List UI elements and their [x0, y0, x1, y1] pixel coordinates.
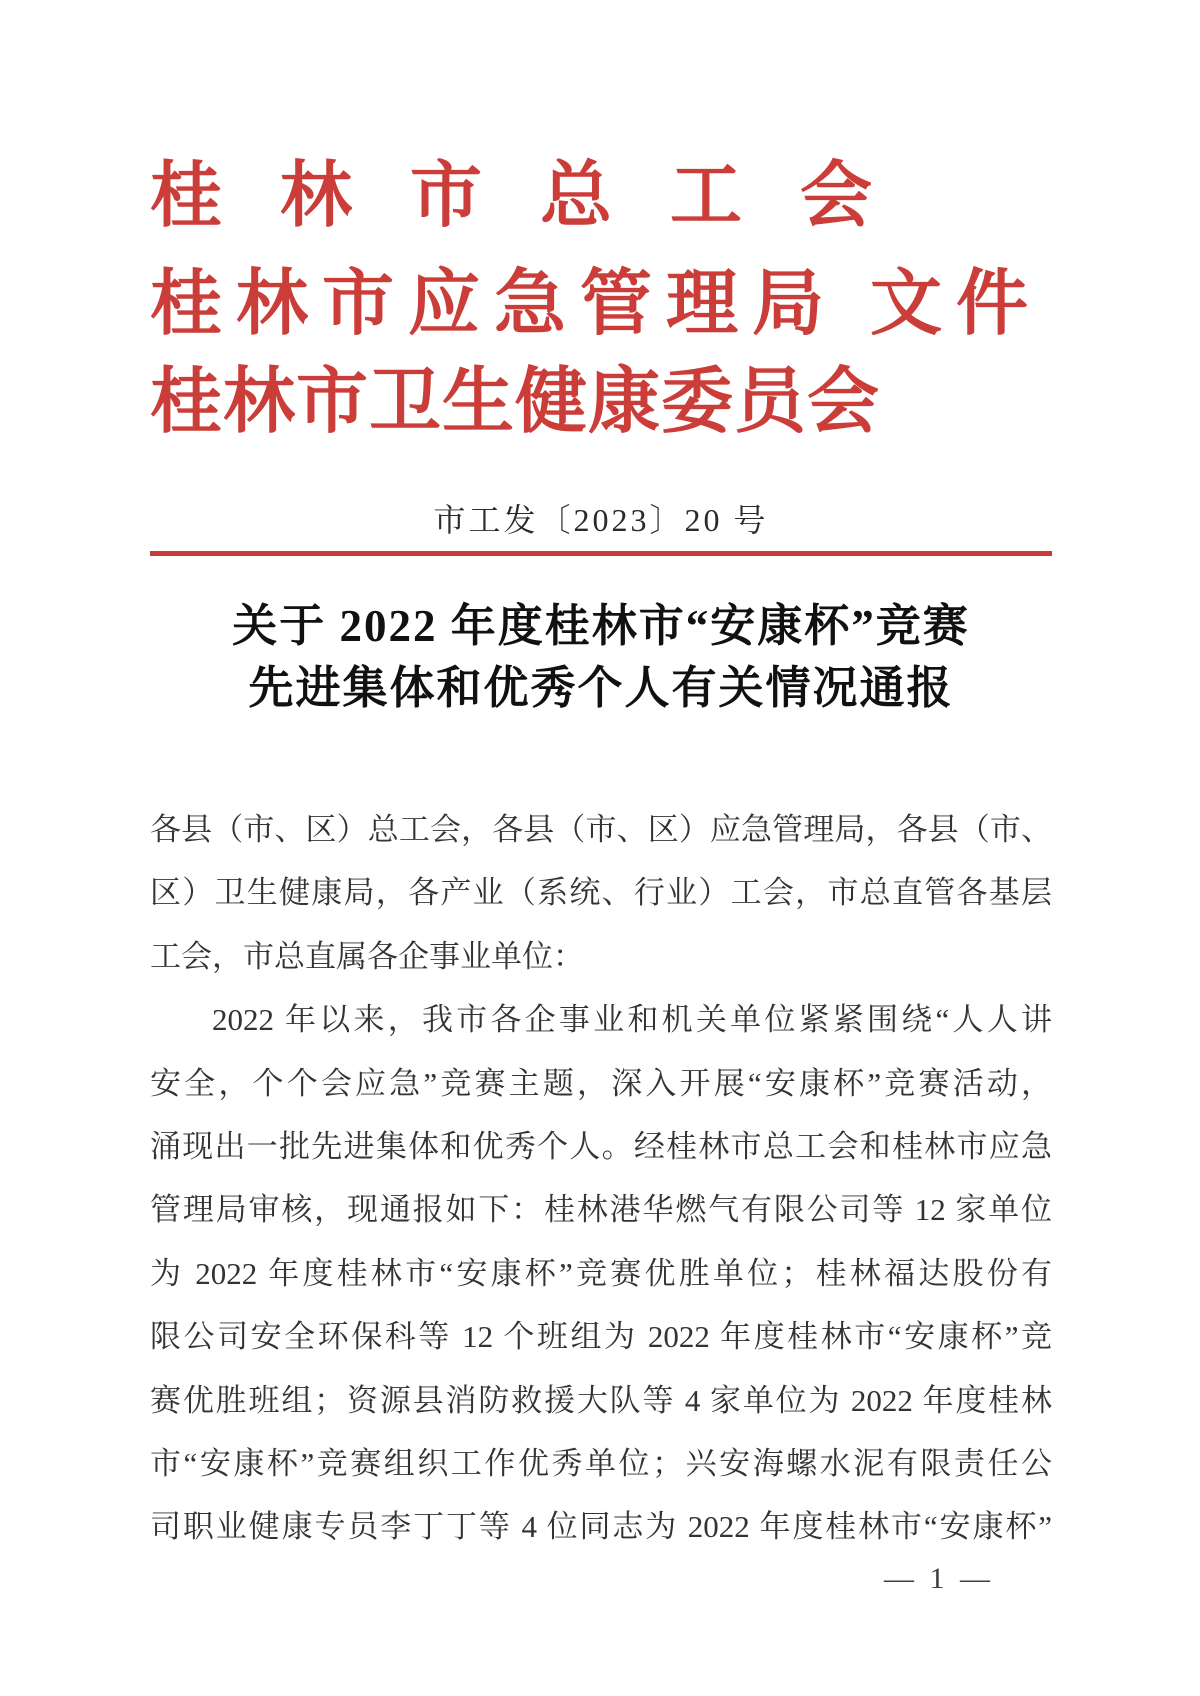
body-line: 司职业健康专员李丁丁等 4 位同志为 2022 年度桂林市“安康杯” — [150, 1509, 1052, 1545]
body-line: 管理局审核，现通报如下：桂林港华燃气有限公司等 12 家单位 — [150, 1192, 1052, 1228]
body-line: 工会，市总直属各企事业单位： — [150, 938, 584, 974]
red-divider-rule — [150, 551, 1052, 556]
body-line: 为 2022 年度桂林市“安康杯”竞赛优胜单位；桂林福达股份有 — [150, 1255, 1052, 1291]
body-line: 涌现出一批先进集体和优秀个人。经桂林市总工会和桂林市应急 — [150, 1128, 1052, 1164]
body-line: 各县（市、区）总工会，各县（市、区）应急管理局，各县（市、 — [150, 812, 1052, 847]
document-title-line-2: 先进集体和优秀个人有关情况通报 — [248, 663, 954, 713]
body-line: 市“安康杯”竞赛组织工作优秀单位；兴安海螺水泥有限责任公 — [150, 1445, 1052, 1481]
body-line: 赛优胜班组；资源县消防救援大队等 4 家单位为 2022 年度桂林 — [150, 1382, 1052, 1418]
letterhead-org-line-1: 桂林市总工会 — [150, 156, 931, 236]
document-number: 市工发〔2023〕20 号 — [433, 502, 769, 538]
document-title-line-1: 关于 2022 年度桂林市“安康杯”竞赛 — [232, 601, 970, 651]
document-body — [150, 798, 1052, 1559]
letterhead-org-line-3: 桂林市卫生健康委员会 — [150, 362, 881, 442]
letterhead-org-line-2: 桂林市应急管理局 文件 — [150, 264, 1043, 344]
body-line: 安全，个个会应急”竞赛主题，深入开展“安康杯”竞赛活动， — [150, 1065, 1052, 1101]
body-line: 限公司安全环保科等 12 个班组为 2022 年度桂林市“安康杯”竞 — [150, 1319, 1052, 1355]
body-line: 区）卫生健康局，各产业（系统、行业）工会，市总直管各基层 — [150, 875, 1052, 911]
page-number: — 1 — — [884, 1562, 994, 1595]
body-line: 2022 年以来，我市各企事业和机关单位紧紧围绕“人人讲 — [212, 1002, 1052, 1038]
